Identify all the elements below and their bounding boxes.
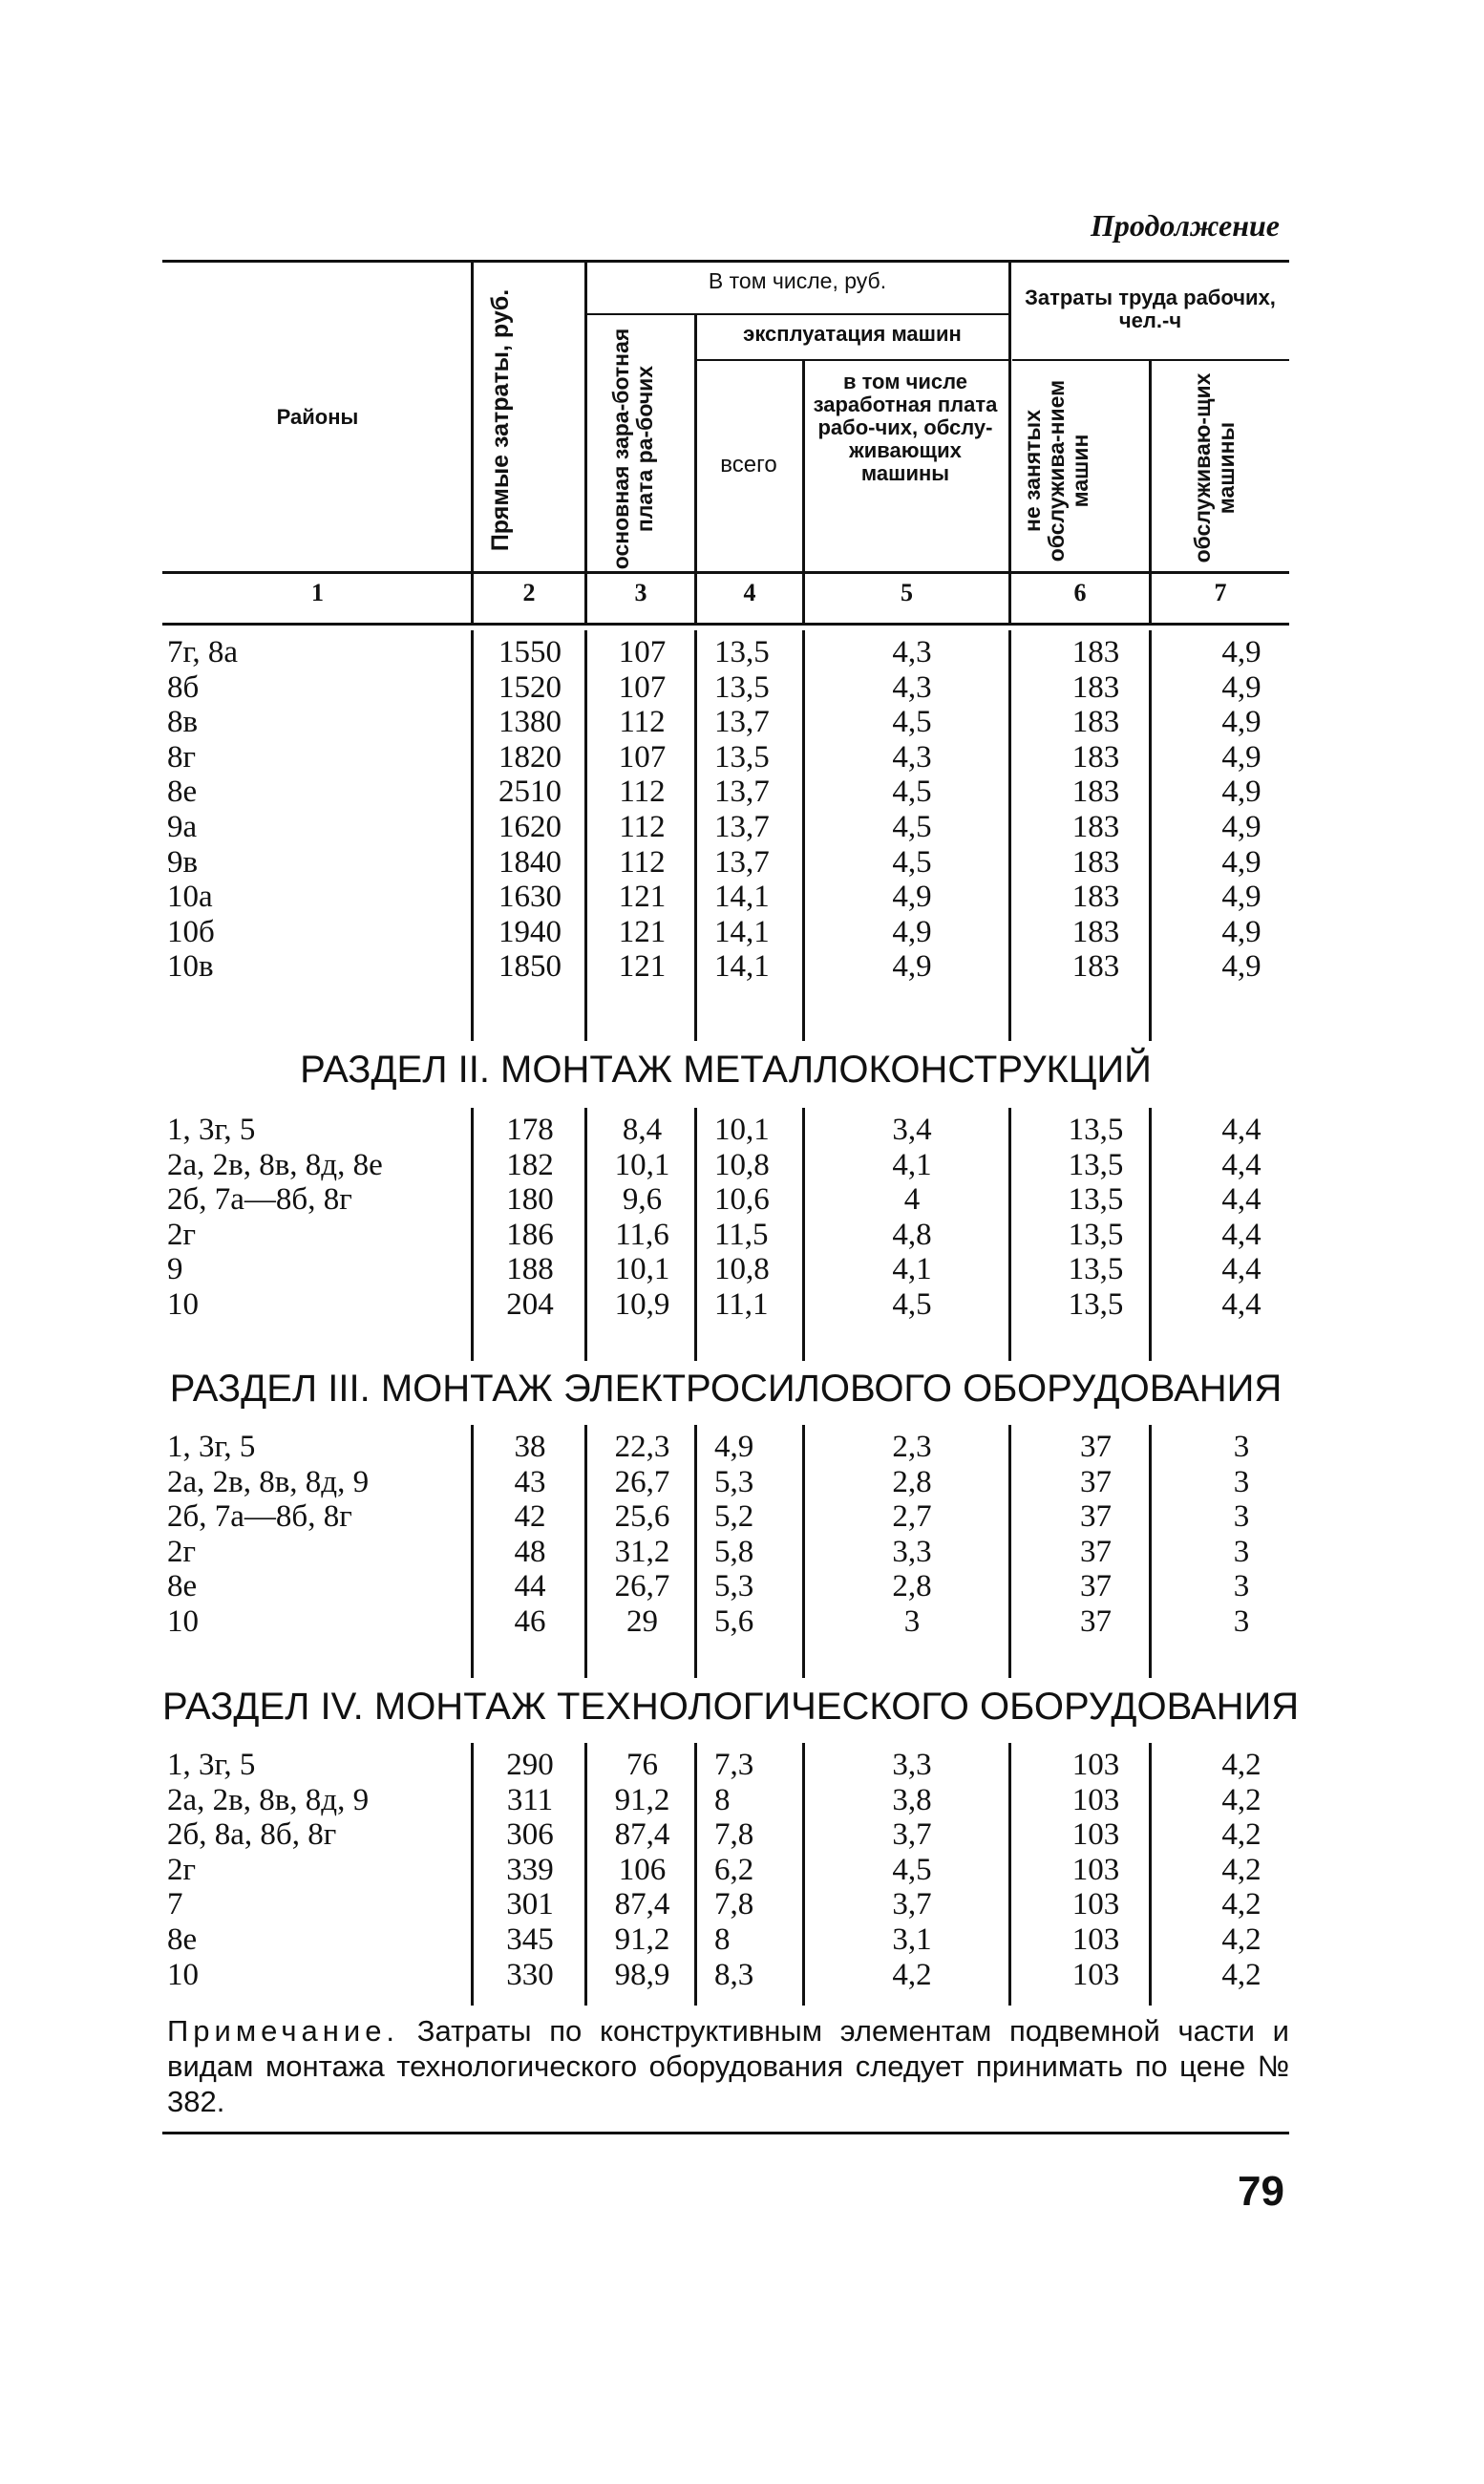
value-cell: 25,6 [614, 1499, 670, 1535]
value-cell: 10,9 [614, 1287, 670, 1322]
value-cell: 4,5 [892, 844, 932, 880]
column-rule [694, 1743, 697, 2006]
value-cell: 4,2 [1221, 1817, 1261, 1853]
colnum-1: 1 [311, 579, 324, 606]
value-cell: 180 [506, 1182, 554, 1218]
value-cell: 91,2 [614, 1782, 670, 1817]
district-cell: 9 [167, 1252, 183, 1287]
value-cell: 4,9 [1221, 705, 1261, 740]
column-rule [584, 1108, 587, 1361]
district-cell: 2г [167, 1217, 197, 1252]
footnote-text: Затраты по конструктивным элементам подвемной части и видам монтажа технологического оборудования следует принимать по цене № 382. [167, 2014, 1289, 2118]
value-cell: 3 [1233, 1430, 1250, 1464]
value-cell: 183 [1071, 705, 1120, 740]
value-cell: 183 [1071, 635, 1120, 669]
value-cell: 4,5 [892, 775, 932, 810]
value-cell: 183 [1071, 949, 1120, 985]
district-cell: 10б [167, 914, 215, 949]
section-4-title: РАЗДЕЛ IV. МОНТАЖ ТЕХНОЛОГИЧЕСКОГО ОБОРУДОВАНИЯ [162, 1686, 1300, 1728]
value-cell: 121 [618, 949, 667, 985]
value-cell: 1630 [498, 880, 562, 915]
value-cell: 186 [506, 1217, 554, 1252]
value-cell: 4,9 [1221, 914, 1261, 949]
column-rule [1008, 630, 1011, 1041]
value-cell: 183 [1071, 775, 1120, 810]
value-cell: 1820 [498, 739, 562, 775]
district-cell: 8г [167, 739, 197, 775]
district-cell: 2а, 2в, 8в, 8д, 8е [167, 1147, 383, 1182]
value-cell: 37 [1080, 1534, 1112, 1569]
district-cell: 2а, 2в, 8в, 8д, 9 [167, 1464, 370, 1499]
value-cell: 44 [514, 1569, 546, 1604]
district-cell: 1, 3г, 5 [167, 1748, 256, 1782]
value-cell: 4,4 [1221, 1182, 1261, 1218]
value-cell: 13,5 [1068, 1252, 1124, 1287]
value-cell: 188 [506, 1252, 554, 1287]
value-cell: 31,2 [614, 1534, 670, 1569]
value-cell: 3 [1233, 1464, 1250, 1499]
bottom-rule [162, 2132, 1289, 2134]
footnote-lead: Примечание. [167, 2014, 400, 2048]
value-cell: 3,7 [892, 1887, 932, 1922]
district-cell: 7г, 8а [167, 635, 238, 669]
district-cell: 10а [167, 880, 213, 915]
value-cell: 112 [619, 844, 666, 880]
colnum-7: 7 [1214, 579, 1227, 606]
value-cell: 4,9 [1221, 949, 1261, 985]
value-cell: 4,9 [1221, 775, 1261, 810]
table-top-rule [162, 260, 1289, 263]
value-cell: 10,1 [714, 1113, 770, 1147]
value-cell: 103 [1071, 1817, 1120, 1853]
value-cell: 37 [1080, 1604, 1112, 1639]
value-cell: 4,4 [1221, 1113, 1261, 1147]
value-cell: 3,3 [892, 1748, 932, 1782]
colnum-6: 6 [1073, 579, 1087, 606]
value-cell: 91,2 [614, 1922, 670, 1957]
section-3-title: РАЗДЕЛ III. МОНТАЖ ЭЛЕКТРОСИЛОВОГО ОБОРУДОВАНИЯ [169, 1368, 1283, 1410]
header-base-wage: основная зара-ботная плата ра-бочих [608, 328, 657, 570]
value-cell: 3 [903, 1604, 921, 1639]
value-cell: 2510 [498, 775, 562, 810]
value-cell: 4,5 [892, 1287, 932, 1322]
value-cell: 5,3 [714, 1569, 754, 1604]
value-cell: 7,8 [714, 1817, 754, 1853]
footnote [167, 2013, 1289, 2119]
value-cell: 4,9 [892, 880, 932, 915]
value-cell: 10,8 [714, 1252, 770, 1287]
value-cell: 1940 [498, 914, 562, 949]
column-rule [584, 1425, 587, 1678]
value-cell: 3,4 [892, 1113, 932, 1147]
value-cell: 4,9 [1221, 739, 1261, 775]
value-cell: 13,7 [714, 810, 770, 844]
value-cell: 4,3 [892, 669, 932, 705]
header-vline-1 [471, 260, 474, 626]
value-cell: 183 [1071, 844, 1120, 880]
header-vline-5 [1008, 260, 1011, 626]
value-cell: 26,7 [614, 1464, 670, 1499]
value-cell: 2,3 [892, 1430, 932, 1464]
column-rule [1008, 1743, 1011, 2006]
value-cell: 1550 [498, 635, 562, 669]
district-cell: 1, 3г, 5 [167, 1430, 256, 1464]
value-cell: 107 [618, 739, 667, 775]
column-rule [694, 1425, 697, 1678]
value-cell: 6,2 [714, 1852, 754, 1887]
value-cell: 103 [1071, 1922, 1120, 1957]
district-cell: 2б, 7а—8б, 8г [167, 1182, 352, 1218]
value-cell: 2,8 [892, 1569, 932, 1604]
value-cell: 3,7 [892, 1817, 932, 1853]
district-cell: 9а [167, 810, 198, 844]
value-cell: 112 [619, 810, 666, 844]
value-cell: 183 [1071, 880, 1120, 915]
header-bottom-rule [162, 571, 1289, 574]
value-cell: 4,9 [1221, 810, 1261, 844]
value-cell: 2,7 [892, 1499, 932, 1535]
value-cell: 1840 [498, 844, 562, 880]
value-cell: 103 [1071, 1957, 1120, 1992]
value-cell: 29 [626, 1604, 658, 1639]
colnum-3: 3 [634, 579, 647, 606]
column-rule [584, 630, 587, 1041]
value-cell: 121 [618, 914, 667, 949]
header-labor-costs: Затраты труда рабочих, чел.-ч [1025, 286, 1276, 332]
district-cell: 8в [167, 705, 199, 740]
value-cell: 4 [903, 1182, 921, 1218]
value-cell: 98,9 [614, 1957, 670, 1992]
district-cell: 2г [167, 1534, 197, 1569]
value-cell: 37 [1080, 1464, 1112, 1499]
district-cell: 10в [167, 949, 214, 985]
value-cell: 13,5 [1068, 1113, 1124, 1147]
value-cell: 2,8 [892, 1464, 932, 1499]
value-cell: 3 [1233, 1604, 1250, 1639]
district-cell: 8е [167, 1922, 198, 1957]
section-2-title: РАЗДЕЛ II. МОНТАЖ МЕТАЛЛОКОНСТРУКЦИЙ [300, 1049, 1152, 1091]
value-cell: 26,7 [614, 1569, 670, 1604]
value-cell: 311 [506, 1782, 554, 1817]
value-cell: 3,1 [892, 1922, 932, 1957]
value-cell: 4,4 [1221, 1287, 1261, 1322]
district-cell: 2а, 2в, 8в, 8д, 9 [167, 1782, 370, 1817]
value-cell: 4,9 [714, 1430, 754, 1464]
value-cell: 4,2 [1221, 1852, 1261, 1887]
continued-label: Продолжение [1091, 208, 1280, 243]
value-cell: 1850 [498, 949, 562, 985]
value-cell: 13,7 [714, 705, 770, 740]
value-cell: 5,3 [714, 1464, 754, 1499]
district-cell: 8б [167, 669, 200, 705]
value-cell: 4,3 [892, 635, 932, 669]
value-cell: 4,3 [892, 739, 932, 775]
value-cell: 42 [514, 1499, 546, 1535]
value-cell: 10,6 [714, 1182, 770, 1218]
value-cell: 87,4 [614, 1817, 670, 1853]
colnum-2: 2 [522, 579, 536, 606]
value-cell: 112 [619, 705, 666, 740]
value-cell: 4,5 [892, 705, 932, 740]
value-cell: 10,1 [614, 1252, 670, 1287]
value-cell: 4,2 [1221, 1887, 1261, 1922]
value-cell: 10,1 [614, 1147, 670, 1182]
value-cell: 4,9 [1221, 844, 1261, 880]
value-cell: 183 [1071, 914, 1120, 949]
value-cell: 13,5 [1068, 1147, 1124, 1182]
value-cell: 4,2 [1221, 1748, 1261, 1782]
value-cell: 11,6 [615, 1217, 669, 1252]
value-cell: 290 [506, 1748, 554, 1782]
value-cell: 13,5 [714, 669, 770, 705]
value-cell: 22,3 [614, 1430, 670, 1464]
value-cell: 112 [619, 775, 666, 810]
value-cell: 1620 [498, 810, 562, 844]
column-rule [1008, 1425, 1011, 1678]
value-cell: 4,5 [892, 810, 932, 844]
value-cell: 4,8 [892, 1217, 932, 1252]
value-cell: 3,3 [892, 1534, 932, 1569]
value-cell: 13,5 [1068, 1182, 1124, 1218]
value-cell: 4,9 [892, 949, 932, 985]
district-cell: 2б, 7а—8б, 8г [167, 1499, 352, 1535]
value-cell: 301 [506, 1887, 554, 1922]
value-cell: 46 [514, 1604, 546, 1639]
district-cell: 10 [167, 1287, 199, 1322]
value-cell: 4,1 [892, 1252, 932, 1287]
value-cell: 121 [618, 880, 667, 915]
district-cell: 2б, 8а, 8б, 8г [167, 1817, 337, 1853]
value-cell: 37 [1080, 1499, 1112, 1535]
value-cell: 345 [506, 1922, 554, 1957]
district-cell: 10 [167, 1957, 199, 1992]
value-cell: 339 [506, 1852, 554, 1887]
value-cell: 4,9 [1221, 635, 1261, 669]
value-cell: 107 [618, 669, 667, 705]
value-cell: 4,9 [1221, 880, 1261, 915]
value-cell: 103 [1071, 1748, 1120, 1782]
value-cell: 14,1 [714, 914, 770, 949]
value-cell: 37 [1080, 1430, 1112, 1464]
value-cell: 8 [714, 1782, 731, 1817]
district-cell: 8е [167, 775, 198, 810]
value-cell: 37 [1080, 1569, 1112, 1604]
district-cell: 8е [167, 1569, 198, 1604]
value-cell: 8 [714, 1922, 731, 1957]
header-direct-costs: Прямые затраты, руб. [487, 288, 514, 552]
value-cell: 4,2 [1221, 1957, 1261, 1992]
header-machine-operation: эксплуатация машин [743, 322, 962, 346]
value-cell: 1380 [498, 705, 562, 740]
value-cell: 14,1 [714, 949, 770, 985]
district-cell: 1, 3г, 5 [167, 1113, 256, 1147]
district-cell: 2г [167, 1852, 197, 1887]
colnum-bottom-rule [162, 623, 1289, 626]
value-cell: 103 [1071, 1852, 1120, 1887]
value-cell: 13,5 [1068, 1287, 1124, 1322]
value-cell: 13,5 [1068, 1217, 1124, 1252]
colnum-5: 5 [901, 579, 913, 606]
value-cell: 178 [506, 1113, 554, 1147]
value-cell: 48 [514, 1534, 546, 1569]
value-cell: 4,4 [1221, 1252, 1261, 1287]
header-total: всего [720, 452, 777, 478]
value-cell: 103 [1071, 1887, 1120, 1922]
group-machines-rule [694, 359, 1008, 361]
value-cell: 13,5 [714, 739, 770, 775]
value-cell: 3 [1233, 1534, 1250, 1569]
header-districts: Районы [276, 405, 359, 429]
value-cell: 7,8 [714, 1887, 754, 1922]
value-cell: 4,2 [1221, 1922, 1261, 1957]
header-machine-wage: в том числе заработная плата рабо-чих, обслу-живающих машины [813, 370, 998, 485]
value-cell: 4,1 [892, 1147, 932, 1182]
value-cell: 1520 [498, 669, 562, 705]
value-cell: 4,9 [892, 914, 932, 949]
value-cell: 204 [506, 1287, 554, 1322]
value-cell: 4,4 [1221, 1217, 1261, 1252]
value-cell: 4,2 [892, 1957, 932, 1992]
value-cell: 11,5 [714, 1217, 769, 1252]
value-cell: 4,2 [1221, 1782, 1261, 1817]
value-cell: 306 [506, 1817, 554, 1853]
header-vline-2 [584, 260, 587, 626]
value-cell: 8,4 [622, 1113, 663, 1147]
value-cell: 8,3 [714, 1957, 754, 1992]
value-cell: 11,1 [714, 1287, 769, 1322]
district-cell: 9в [167, 844, 199, 880]
value-cell: 183 [1071, 669, 1120, 705]
value-cell: 182 [506, 1147, 554, 1182]
value-cell: 13,5 [714, 635, 770, 669]
district-cell: 10 [167, 1604, 199, 1639]
value-cell: 9,6 [622, 1182, 663, 1218]
value-cell: 103 [1071, 1782, 1120, 1817]
header-not-servicing: не занятых обслужива-нием машин [1020, 379, 1092, 563]
value-cell: 107 [618, 635, 667, 669]
value-cell: 10,8 [714, 1147, 770, 1182]
value-cell: 87,4 [614, 1887, 670, 1922]
value-cell: 5,2 [714, 1499, 754, 1535]
value-cell: 3 [1233, 1499, 1250, 1535]
colnum-4: 4 [743, 579, 756, 606]
value-cell: 106 [618, 1852, 667, 1887]
value-cell: 183 [1071, 739, 1120, 775]
value-cell: 13,7 [714, 775, 770, 810]
value-cell: 3 [1233, 1569, 1250, 1604]
value-cell: 4,4 [1221, 1147, 1261, 1182]
value-cell: 4,9 [1221, 669, 1261, 705]
value-cell: 330 [506, 1957, 554, 1992]
value-cell: 7,3 [714, 1748, 754, 1782]
value-cell: 76 [626, 1748, 658, 1782]
value-cell: 38 [514, 1430, 546, 1464]
value-cell: 5,8 [714, 1534, 754, 1569]
column-rule [694, 1108, 697, 1361]
column-rule [694, 630, 697, 1041]
value-cell: 3,8 [892, 1782, 932, 1817]
value-cell: 14,1 [714, 880, 770, 915]
district-cell: 7 [167, 1887, 183, 1922]
value-cell: 4,5 [892, 1852, 932, 1887]
value-cell: 13,7 [714, 844, 770, 880]
column-rule [1008, 1108, 1011, 1361]
column-rule [584, 1743, 587, 2006]
value-cell: 43 [514, 1464, 546, 1499]
header-incl-rub: В том числе, руб. [708, 268, 887, 293]
value-cell: 5,6 [714, 1604, 754, 1639]
page-number: 79 [1238, 2168, 1284, 2215]
value-cell: 183 [1071, 810, 1120, 844]
header-servicing: обслуживаю-щих машины [1190, 372, 1239, 563]
